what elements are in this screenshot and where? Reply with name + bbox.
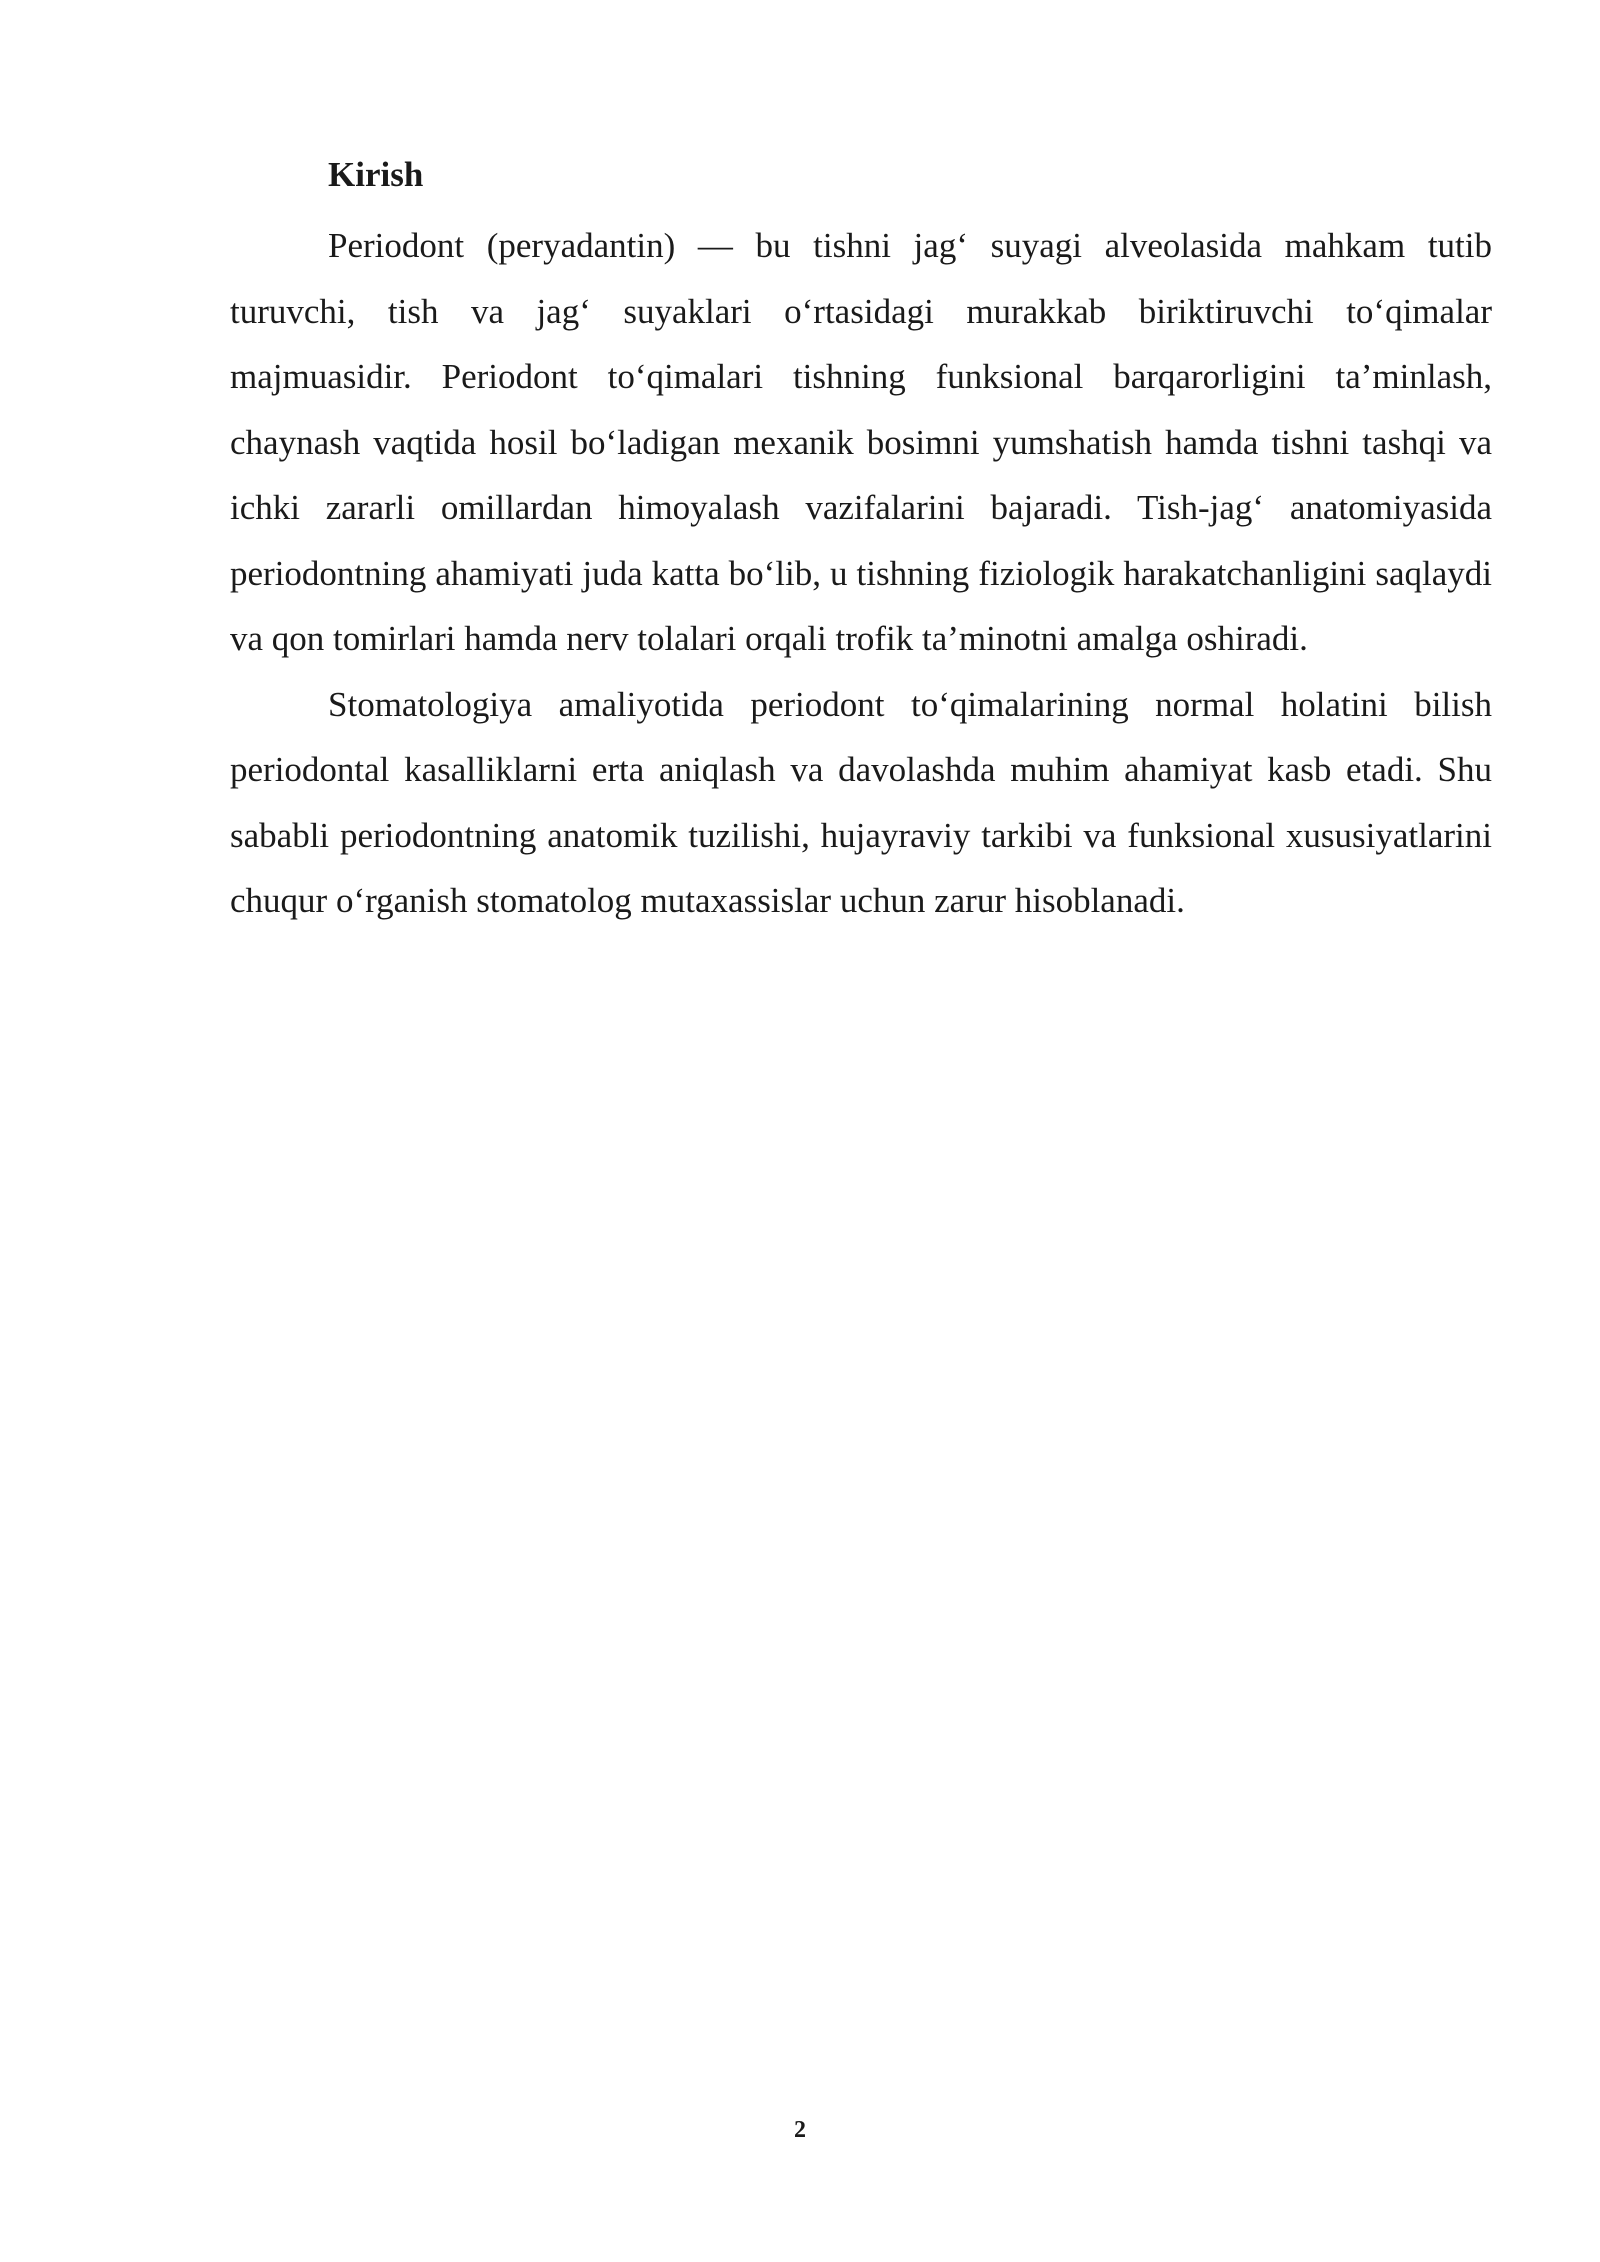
page-number: 2 (794, 2117, 806, 2143)
page-content (230, 148, 1492, 934)
section-heading: Kirish (328, 155, 424, 194)
paragraph-1: Periodont (peryadantin) — bu tishni jag‘ suyagi alveolasida mahkam tutib turuvchi, tish va jag‘ suyaklari o‘rtasidagi murakkab biriktiruvchi to‘qimalar majmuasidir. Periodont to‘qimalari tishning funksional barqarorligini ta’minlash, chaynash vaqtida hosil bo‘ladigan mexanik bosimni yumshatish hamda tishni tashqi va ichki zararli omillardan himoyalash vazifalarini bajaradi. Tish-jag‘ anatomiyasida periodontning ahamiyati juda katta bo‘lib, u tishning fiziologik harakatchanligini saqlaydi va qon tomirlari hamda nerv tolalari orqali trofik ta’minotni amalga oshiradi. (230, 226, 1492, 658)
paragraph-2: Stomatologiya amaliyotida periodont to‘qimalarining normal holatini bilish periodontal kasalliklarni erta aniqlash va davolashda muhim ahamiyat kasb etadi. Shu sababli periodontning anatomik tuzilishi, hujayraviy tarkibi va funksional xususiyatlarini chuqur o‘rganish stomatolog mutaxassislar uchun zarur hisoblanadi. (230, 684, 1492, 920)
